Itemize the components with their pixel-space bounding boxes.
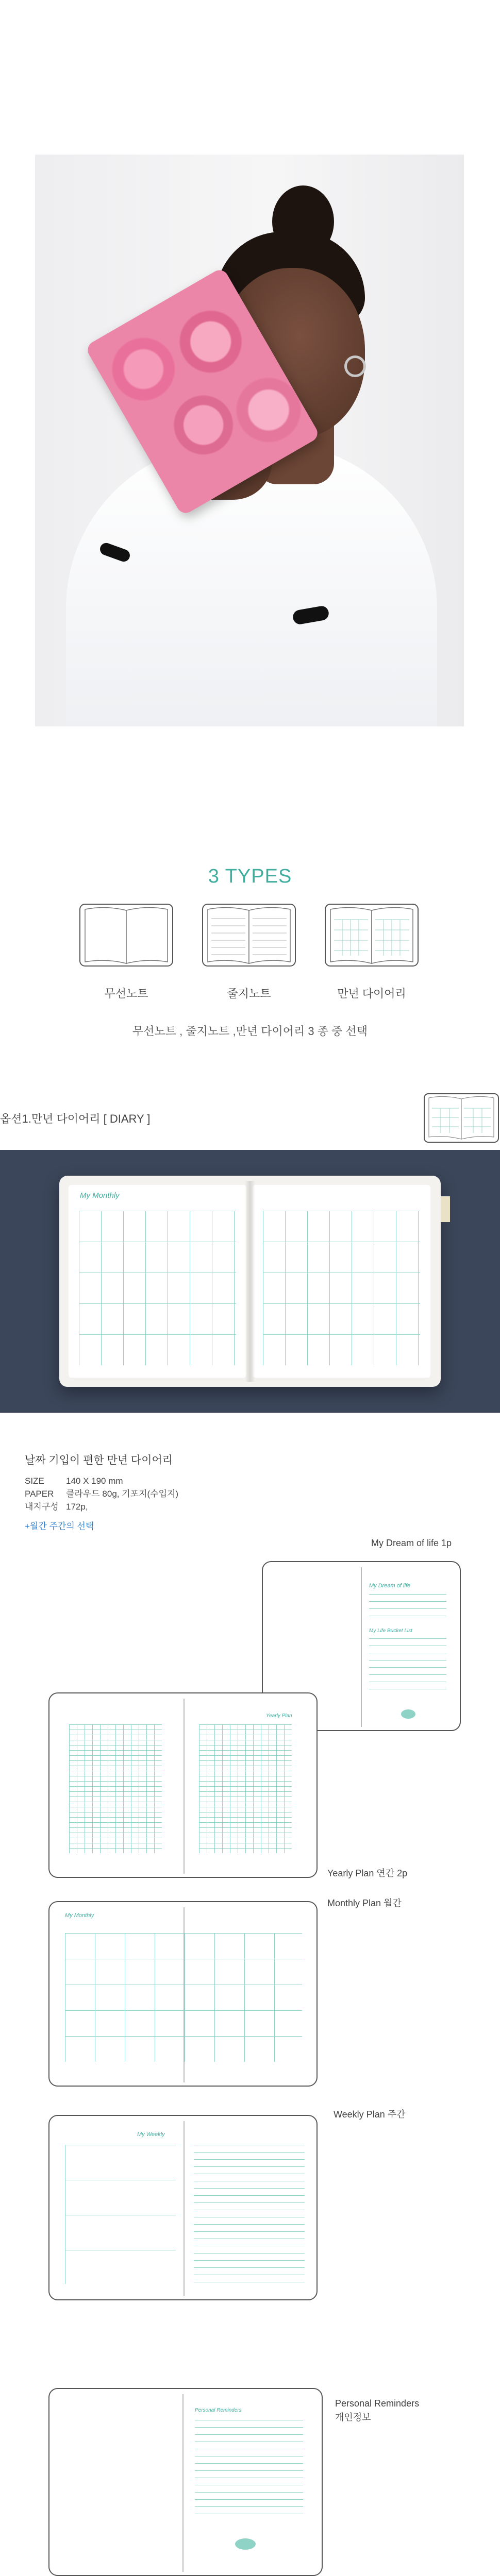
monthly-title: My Monthly <box>65 1912 94 1919</box>
diary-left-title: My Monthly <box>80 1191 120 1200</box>
diary-specs <box>25 1475 178 1513</box>
diary-photo <box>0 1150 500 1413</box>
diary-heading: 날짜 기입이 편한 만년 다이어리 <box>25 1454 173 1466</box>
monthly-page <box>48 1901 318 2087</box>
types-description: 무선노트 , 줄지노트 ,만년 다이어리 3 종 중 선택 <box>132 1025 368 1038</box>
yearly-caption: Yearly Plan 연간 2p <box>327 1868 408 1878</box>
spec-key: SIZE <box>25 1476 44 1486</box>
brand-logo <box>401 1709 415 1719</box>
spec-key: 내지구성 <box>25 1502 59 1512</box>
dream-subtitle: My Life Bucket List <box>369 1628 412 1634</box>
type-label-ruled: 줄지노트 <box>227 987 271 1000</box>
diary-notebook-icon <box>423 1091 500 1144</box>
dream-caption: My Dream of life 1p <box>371 1538 452 1548</box>
plain-notebook-icon <box>77 899 175 971</box>
diary-notebook-icon <box>323 899 421 971</box>
option1-label: 옵션1.만년 다이어리 [ DIARY ] <box>0 1112 151 1125</box>
ruled-notebook-icon <box>200 899 298 971</box>
weekly-caption: Weekly Plan 주간 <box>334 2109 406 2120</box>
hero-photo <box>35 155 464 726</box>
types-title: 3 TYPES <box>208 866 292 887</box>
personal-page <box>48 2388 323 2576</box>
yearly-title: Yearly Plan <box>266 1713 292 1719</box>
option1-header <box>0 1090 500 1146</box>
dream-title: My Dream of life <box>369 1583 411 1589</box>
weekly-page <box>48 2115 318 2300</box>
brand-logo <box>235 2538 256 2550</box>
personal-title: Personal Reminders <box>195 2408 242 2413</box>
weekly-title: My Weekly <box>137 2131 165 2138</box>
type-label-plain: 무선노트 <box>104 987 148 1000</box>
spec-value: 172p, <box>66 1502 88 1512</box>
spec-value: 140 X 190 mm <box>66 1476 123 1486</box>
weekly-monthly-link[interactable]: +월간 주간의 선택 <box>25 1521 94 1531</box>
spec-value: 클라우드 80g, 기포지(수입지) <box>66 1489 179 1499</box>
yearly-page <box>48 1692 318 1878</box>
spec-key: PAPER <box>25 1489 54 1499</box>
personal-caption-2: 개인정보 <box>335 2412 371 2422</box>
personal-caption-1: Personal Reminders <box>335 2398 420 2409</box>
monthly-caption: Monthly Plan 월간 <box>327 1898 402 1908</box>
type-label-diary: 만년 다이어리 <box>337 987 406 1000</box>
